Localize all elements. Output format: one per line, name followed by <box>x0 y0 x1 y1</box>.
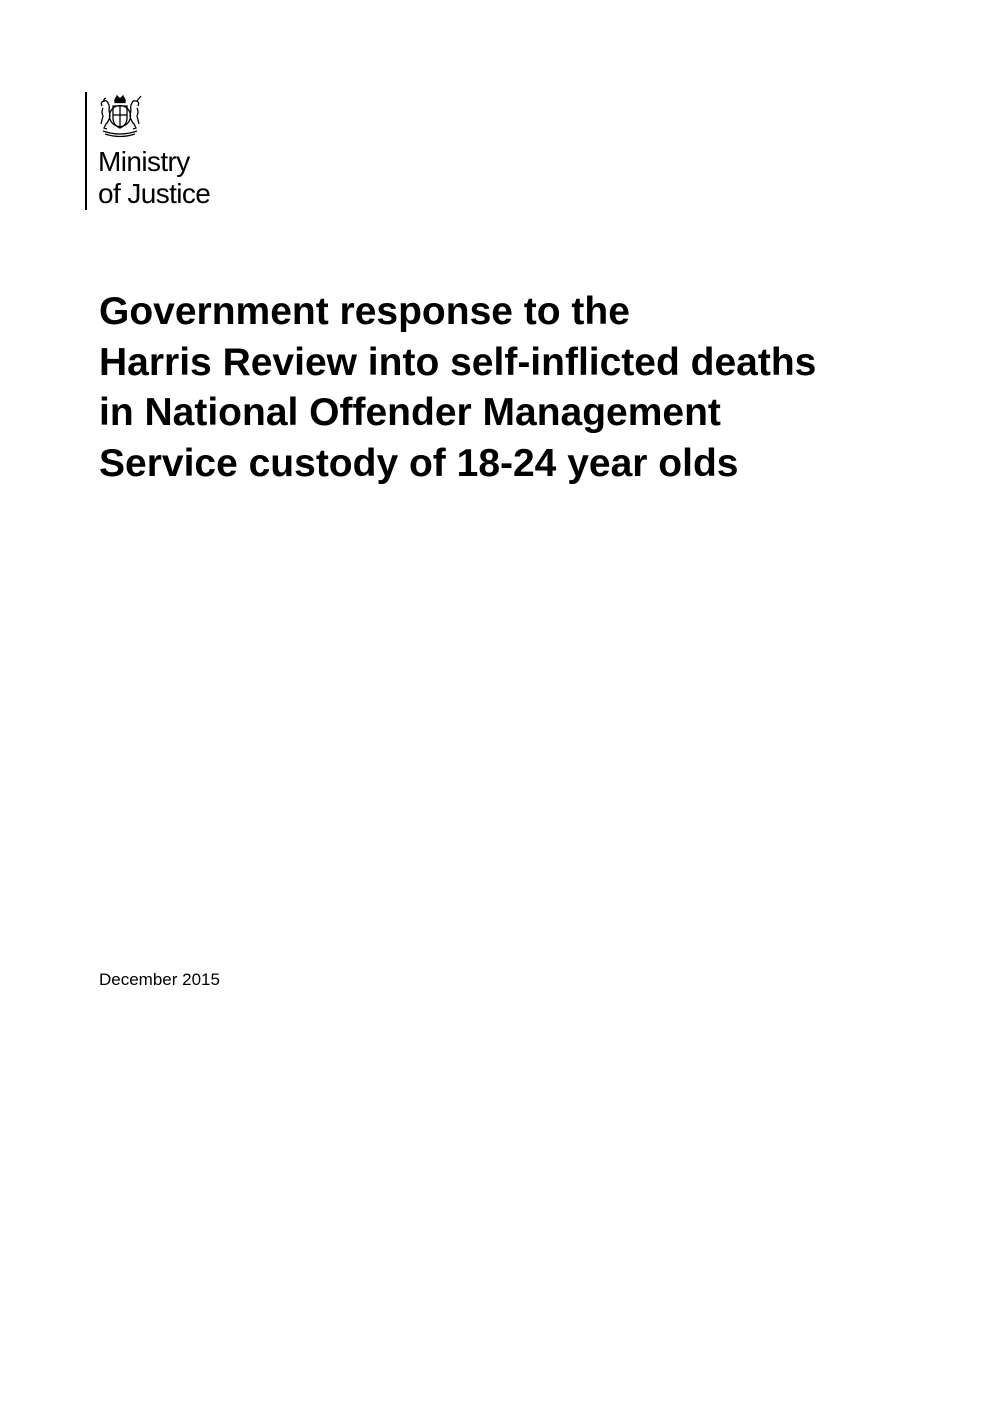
title-line: in National Offender Management <box>99 391 721 434</box>
document-title <box>99 287 929 489</box>
logo-line-ministry: Ministry <box>98 146 190 177</box>
logo-wordmark <box>98 146 210 210</box>
title-line: Service custody of 18-24 year olds <box>99 441 739 485</box>
title-line: Harris Review into self-inflicted deaths <box>99 340 817 384</box>
title-line: Government response to the <box>99 290 630 333</box>
logo-line-of-justice: of Justice <box>98 178 211 209</box>
royal-coat-of-arms-icon <box>97 94 143 138</box>
ministry-of-justice-logo <box>85 92 265 214</box>
publication-date: December 2015 <box>99 970 220 989</box>
logo-divider-rule <box>85 92 87 210</box>
